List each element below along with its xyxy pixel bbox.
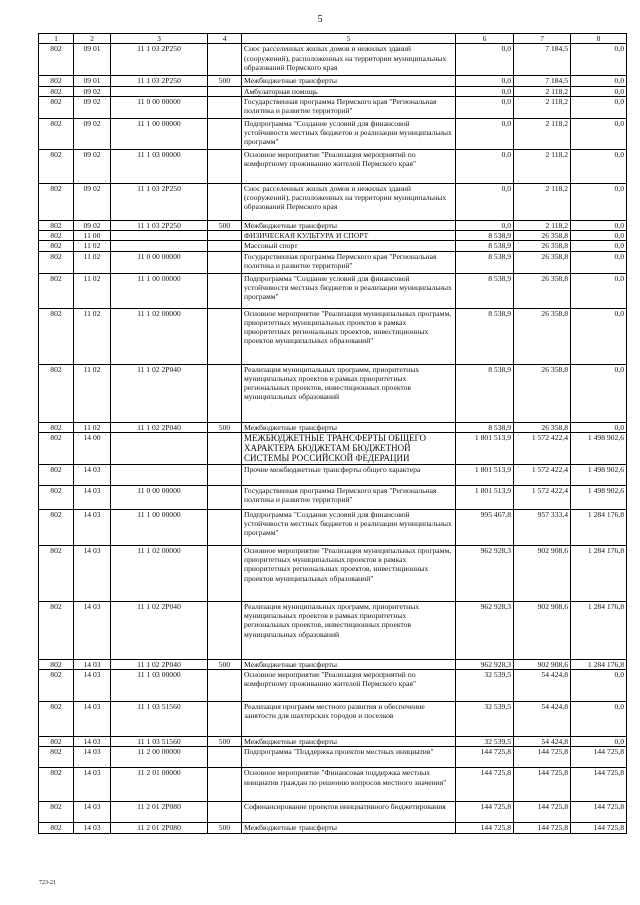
cell-amount-2: 2 118,2	[514, 183, 571, 220]
cell-amount-1: 0,0	[456, 118, 514, 149]
cell-admin-code: 802	[39, 231, 74, 241]
cell-section-code: 14 03	[74, 601, 111, 659]
table-row	[39, 86, 627, 96]
cell-expense-type	[208, 545, 242, 601]
cell-target-article: 11 2 00 00000	[111, 747, 208, 768]
cell-amount-3: 0,0	[571, 251, 627, 273]
cell-amount-3: 0,0	[571, 44, 627, 76]
cell-amount-1: 995 467,8	[456, 509, 514, 545]
cell-admin-code: 802	[39, 485, 74, 509]
cell-amount-1: 962 928,3	[456, 545, 514, 601]
cell-expense-type	[208, 768, 242, 802]
cell-amount-3: 0,0	[571, 220, 627, 230]
cell-amount-1: 8 538,9	[456, 364, 514, 422]
table-row	[39, 422, 627, 432]
cell-section-code: 14 03	[74, 509, 111, 545]
table-row	[39, 702, 627, 737]
cell-target-article: 11 1 02 2P040	[111, 601, 208, 659]
cell-name: Подпрограмма "Поддержка проектов местных инициатив"	[242, 747, 456, 768]
cell-admin-code: 802	[39, 241, 74, 251]
cell-expense-type	[208, 96, 242, 118]
cell-name: Межбюджетные трансферты	[242, 823, 456, 833]
cell-amount-1: 32 539,5	[456, 670, 514, 702]
cell-admin-code: 802	[39, 86, 74, 96]
cell-amount-3: 144 725,8	[571, 747, 627, 768]
table-row	[39, 149, 627, 183]
cell-name: Основное мероприятие "Реализация мероприятий по комфортному проживанию жителей Пермского края"	[242, 670, 456, 702]
cell-amount-1: 32 539,5	[456, 737, 514, 747]
table-row	[39, 737, 627, 747]
cell-amount-2: 957 333,4	[514, 509, 571, 545]
cell-name: Подпрограмма "Создание условий для финансовой устойчивости местных бюджетов и реализации муниципальных программ"	[242, 509, 456, 545]
cell-name: Софинансирование проектов инициативного бюджетирования	[242, 802, 456, 823]
cell-target-article: 11 1 03 2P250	[111, 183, 208, 220]
cell-section-code: 11 02	[74, 308, 111, 364]
cell-amount-2: 26 358,8	[514, 308, 571, 364]
cell-expense-type	[208, 464, 242, 485]
cell-amount-2: 902 908,6	[514, 601, 571, 659]
cell-expense-type	[208, 601, 242, 659]
cell-name: МЕЖБЮДЖЕТНЫЕ ТРАНСФЕРТЫ ОБЩЕГО ХАРАКТЕРА БЮДЖЕТАМ БЮДЖЕТНОЙ СИСТЕМЫ РОССИЙСКОЙ ФЕДЕРАЦИИ	[242, 432, 456, 464]
cell-amount-2: 26 358,8	[514, 241, 571, 251]
cell-amount-3: 1 498 902,6	[571, 432, 627, 464]
cell-amount-1: 8 538,9	[456, 231, 514, 241]
cell-amount-1: 8 538,9	[456, 273, 514, 308]
cell-section-code: 11 02	[74, 364, 111, 422]
cell-expense-type	[208, 44, 242, 76]
cell-amount-1: 144 725,8	[456, 802, 514, 823]
cell-expense-type: 500	[208, 823, 242, 833]
cell-section-code: 11 02	[74, 273, 111, 308]
cell-expense-type	[208, 251, 242, 273]
cell-name: Межбюджетные трансферты	[242, 659, 456, 669]
cell-name: ФИЗИЧЕСКАЯ КУЛЬТУРА И СПОРТ	[242, 231, 456, 241]
table-row	[39, 464, 627, 485]
col-header: 1	[39, 34, 74, 44]
col-header: 3	[111, 34, 208, 44]
col-header: 8	[571, 34, 627, 44]
table-row	[39, 251, 627, 273]
cell-amount-2: 54 424,8	[514, 702, 571, 737]
cell-admin-code: 802	[39, 76, 74, 86]
cell-amount-2: 2 118,2	[514, 96, 571, 118]
cell-amount-3: 1 284 176,8	[571, 545, 627, 601]
cell-amount-2: 2 118,2	[514, 86, 571, 96]
cell-amount-1: 0,0	[456, 86, 514, 96]
cell-admin-code: 802	[39, 118, 74, 149]
cell-target-article: 11 1 03 00000	[111, 670, 208, 702]
cell-section-code: 14 03	[74, 670, 111, 702]
table-row	[39, 241, 627, 251]
table-row	[39, 802, 627, 823]
cell-expense-type	[208, 485, 242, 509]
cell-amount-2: 144 725,8	[514, 802, 571, 823]
table-row	[39, 432, 627, 464]
cell-section-code: 09 02	[74, 183, 111, 220]
cell-amount-1: 8 538,9	[456, 251, 514, 273]
cell-amount-2: 26 358,8	[514, 251, 571, 273]
cell-amount-1: 962 928,3	[456, 659, 514, 669]
cell-section-code: 09 01	[74, 44, 111, 76]
cell-expense-type: 500	[208, 737, 242, 747]
cell-amount-2: 26 358,8	[514, 231, 571, 241]
cell-expense-type	[208, 747, 242, 768]
cell-amount-3: 0,0	[571, 183, 627, 220]
cell-name: Массовый спорт	[242, 241, 456, 251]
cell-target-article: 11 1 00 00000	[111, 509, 208, 545]
table-row	[39, 601, 627, 659]
cell-amount-1: 0,0	[456, 220, 514, 230]
table-row	[39, 670, 627, 702]
cell-admin-code: 802	[39, 422, 74, 432]
cell-amount-1: 1 801 513,9	[456, 464, 514, 485]
budget-table	[38, 33, 627, 834]
col-header: 6	[456, 34, 514, 44]
table-row	[39, 44, 627, 76]
col-header: 7	[514, 34, 571, 44]
cell-name: Государственная программа Пермского края "Региональная политика и развитие территорий"	[242, 96, 456, 118]
cell-amount-1: 8 538,9	[456, 308, 514, 364]
header-row	[39, 34, 627, 44]
col-header: 5	[242, 34, 456, 44]
cell-section-code: 14 03	[74, 659, 111, 669]
cell-section-code: 09 02	[74, 96, 111, 118]
cell-expense-type	[208, 241, 242, 251]
cell-section-code: 14 03	[74, 702, 111, 737]
cell-target-article: 11 1 02 2P040	[111, 422, 208, 432]
cell-target-article: 11 1 02 2P040	[111, 659, 208, 669]
cell-expense-type	[208, 432, 242, 464]
cell-amount-3: 0,0	[571, 86, 627, 96]
cell-amount-3: 0,0	[571, 96, 627, 118]
cell-section-code: 14 00	[74, 432, 111, 464]
cell-admin-code: 802	[39, 364, 74, 422]
cell-expense-type	[208, 86, 242, 96]
cell-expense-type: 500	[208, 659, 242, 669]
cell-amount-1: 1 801 513,9	[456, 485, 514, 509]
cell-amount-1: 0,0	[456, 76, 514, 86]
table-row	[39, 768, 627, 802]
cell-admin-code: 802	[39, 670, 74, 702]
cell-amount-2: 54 424,8	[514, 737, 571, 747]
cell-amount-2: 26 358,8	[514, 364, 571, 422]
cell-target-article: 11 1 02 2P040	[111, 364, 208, 422]
cell-section-code: 14 03	[74, 545, 111, 601]
cell-admin-code: 802	[39, 96, 74, 118]
cell-admin-code: 802	[39, 802, 74, 823]
cell-admin-code: 802	[39, 308, 74, 364]
cell-amount-2: 144 725,8	[514, 747, 571, 768]
cell-amount-3: 1 284 176,8	[571, 659, 627, 669]
cell-name: Основное мероприятие "Финансовая поддержка местных инициатив граждан по решению вопросов местного значения"	[242, 768, 456, 802]
cell-admin-code: 802	[39, 220, 74, 230]
cell-target-article: 11 1 02 00000	[111, 308, 208, 364]
cell-amount-1: 962 928,3	[456, 601, 514, 659]
table-row	[39, 231, 627, 241]
cell-section-code: 14 03	[74, 802, 111, 823]
cell-amount-2: 26 358,8	[514, 273, 571, 308]
cell-expense-type	[208, 509, 242, 545]
cell-amount-2: 1 572 422,4	[514, 432, 571, 464]
col-header: 4	[208, 34, 242, 44]
cell-expense-type	[208, 670, 242, 702]
cell-amount-3: 144 725,8	[571, 768, 627, 802]
cell-section-code: 14 03	[74, 485, 111, 509]
cell-admin-code: 802	[39, 601, 74, 659]
cell-amount-3: 1 284 176,8	[571, 601, 627, 659]
cell-amount-2: 2 118,2	[514, 220, 571, 230]
cell-admin-code: 802	[39, 509, 74, 545]
cell-section-code: 14 03	[74, 768, 111, 802]
cell-target-article: 11 0 00 00000	[111, 485, 208, 509]
table-row	[39, 509, 627, 545]
cell-amount-3: 144 725,8	[571, 823, 627, 833]
cell-admin-code: 802	[39, 273, 74, 308]
cell-target-article: 11 1 03 51560	[111, 737, 208, 747]
cell-amount-1: 32 539,5	[456, 702, 514, 737]
cell-name: Подпрограмма "Создание условий для финансовой устойчивости местных бюджетов и реализации муниципальных программ"	[242, 118, 456, 149]
cell-amount-3: 0,0	[571, 702, 627, 737]
cell-amount-3: 1 498 902,6	[571, 464, 627, 485]
cell-amount-3: 1 284 176,8	[571, 509, 627, 545]
cell-amount-3: 0,0	[571, 76, 627, 86]
cell-name: Основное мероприятие "Реализация муниципальных программ, приоритетных муниципальных проектов в рамках приоритетных региональных проектов, инвестиционных проектов муниципальных образований"	[242, 545, 456, 601]
cell-target-article: 11 1 00 00000	[111, 118, 208, 149]
cell-target-article: 11 1 03 2P250	[111, 76, 208, 86]
cell-expense-type	[208, 231, 242, 241]
col-header: 2	[74, 34, 111, 44]
cell-amount-1: 1 801 513,9	[456, 432, 514, 464]
cell-target-article	[111, 231, 208, 241]
cell-target-article: 11 0 00 00000	[111, 96, 208, 118]
cell-expense-type	[208, 364, 242, 422]
table-row	[39, 220, 627, 230]
cell-amount-2: 1 572 422,4	[514, 464, 571, 485]
cell-admin-code: 802	[39, 149, 74, 183]
cell-section-code: 09 02	[74, 118, 111, 149]
cell-admin-code: 802	[39, 545, 74, 601]
cell-name: Реализация муниципальных программ, приоритетных муниципальных проектов в рамках приоритетных региональных проектов, инвестиционных проектов муниципальных образований	[242, 601, 456, 659]
cell-amount-3: 0,0	[571, 737, 627, 747]
cell-section-code: 14 03	[74, 464, 111, 485]
table-row	[39, 308, 627, 364]
table-row	[39, 747, 627, 768]
cell-amount-1: 144 725,8	[456, 768, 514, 802]
cell-name: Межбюджетные трансферты	[242, 422, 456, 432]
cell-amount-3: 0,0	[571, 231, 627, 241]
cell-name: Подпрограмма "Создание условий для финансовой устойчивости местных бюджетов и реализации муниципальных программ"	[242, 273, 456, 308]
cell-amount-1: 144 725,8	[456, 747, 514, 768]
cell-amount-3: 0,0	[571, 670, 627, 702]
cell-amount-2: 54 424,8	[514, 670, 571, 702]
cell-name: Государственная программа Пермского края "Региональная политика и развитие территорий"	[242, 485, 456, 509]
cell-amount-2: 1 572 422,4	[514, 485, 571, 509]
cell-admin-code: 802	[39, 737, 74, 747]
cell-target-article	[111, 241, 208, 251]
cell-name: Снос расселенных жилых домов и нежилых зданий (сооружений), расположенных на территории муниципальных образований Пермского края	[242, 44, 456, 76]
cell-amount-1: 8 538,9	[456, 241, 514, 251]
cell-admin-code: 802	[39, 183, 74, 220]
table-row	[39, 659, 627, 669]
table-row	[39, 96, 627, 118]
cell-section-code: 09 02	[74, 149, 111, 183]
cell-name: Межбюджетные трансферты	[242, 76, 456, 86]
cell-target-article: 11 0 00 00000	[111, 251, 208, 273]
table-row	[39, 273, 627, 308]
cell-amount-1: 0,0	[456, 183, 514, 220]
cell-admin-code: 802	[39, 44, 74, 76]
cell-expense-type	[208, 118, 242, 149]
cell-name: Амбулаторная помощь	[242, 86, 456, 96]
cell-target-article: 11 2 01 2P080	[111, 823, 208, 833]
cell-amount-1: 0,0	[456, 96, 514, 118]
cell-amount-1: 0,0	[456, 149, 514, 183]
cell-expense-type	[208, 308, 242, 364]
cell-target-article	[111, 86, 208, 96]
cell-amount-3: 0,0	[571, 241, 627, 251]
cell-name: Основное мероприятие "Реализация муниципальных программ, приоритетных муниципальных проектов в рамках приоритетных региональных проектов, инвестиционных проектов муниципальных образований"	[242, 308, 456, 364]
cell-name: Основное мероприятие "Реализация мероприятий по комфортному проживанию жителей Пермского края"	[242, 149, 456, 183]
cell-amount-2: 7 184,5	[514, 44, 571, 76]
cell-admin-code: 802	[39, 747, 74, 768]
cell-section-code: 14 03	[74, 823, 111, 833]
cell-target-article: 11 1 00 00000	[111, 273, 208, 308]
cell-amount-2: 2 118,2	[514, 118, 571, 149]
cell-section-code: 11 02	[74, 251, 111, 273]
cell-target-article: 11 1 03 00000	[111, 149, 208, 183]
cell-amount-2: 2 118,2	[514, 149, 571, 183]
cell-admin-code: 802	[39, 659, 74, 669]
table-row	[39, 183, 627, 220]
cell-section-code: 11 02	[74, 422, 111, 432]
cell-target-article: 11 2 01 2P080	[111, 802, 208, 823]
cell-amount-3: 0,0	[571, 422, 627, 432]
cell-amount-3: 1 498 902,6	[571, 485, 627, 509]
footer-code: 723-21	[39, 880, 56, 886]
cell-target-article: 11 1 03 51560	[111, 702, 208, 737]
table-row	[39, 76, 627, 86]
cell-admin-code: 802	[39, 768, 74, 802]
cell-section-code: 09 02	[74, 220, 111, 230]
cell-section-code: 09 01	[74, 76, 111, 86]
cell-amount-3: 0,0	[571, 364, 627, 422]
cell-name: Государственная программа Пермского края "Региональная политика и развитие территорий"	[242, 251, 456, 273]
cell-amount-2: 902 908,6	[514, 659, 571, 669]
cell-amount-2: 26 358,8	[514, 422, 571, 432]
table-row	[39, 364, 627, 422]
table-row	[39, 118, 627, 149]
cell-admin-code: 802	[39, 251, 74, 273]
cell-amount-3: 0,0	[571, 149, 627, 183]
cell-name: Реализация муниципальных программ, приоритетных муниципальных проектов в рамках приоритетных региональных проектов, инвестиционных проектов муниципальных образований	[242, 364, 456, 422]
cell-expense-type	[208, 273, 242, 308]
cell-amount-1: 144 725,8	[456, 823, 514, 833]
cell-expense-type: 500	[208, 422, 242, 432]
cell-admin-code: 802	[39, 432, 74, 464]
cell-expense-type	[208, 702, 242, 737]
cell-admin-code: 802	[39, 464, 74, 485]
table-row	[39, 485, 627, 509]
cell-name: Межбюджетные трансферты	[242, 220, 456, 230]
cell-amount-2: 144 725,8	[514, 823, 571, 833]
cell-amount-1: 0,0	[456, 44, 514, 76]
cell-name: Прочие межбюджетные трансферты общего характера	[242, 464, 456, 485]
cell-section-code: 11 02	[74, 241, 111, 251]
cell-name: Межбюджетные трансферты	[242, 737, 456, 747]
cell-expense-type: 500	[208, 76, 242, 86]
cell-amount-1: 8 538,9	[456, 422, 514, 432]
cell-target-article: 11 1 03 2P250	[111, 220, 208, 230]
cell-section-code: 11 00	[74, 231, 111, 241]
cell-amount-2: 144 725,8	[514, 768, 571, 802]
page-number: 5	[317, 14, 323, 25]
table-row	[39, 545, 627, 601]
cell-admin-code: 802	[39, 702, 74, 737]
cell-target-article: 11 1 03 2P250	[111, 44, 208, 76]
cell-expense-type	[208, 183, 242, 220]
cell-name: Реализация программ местного развития и обеспечение занятости для шахтерских городов и поселков	[242, 702, 456, 737]
cell-target-article	[111, 432, 208, 464]
cell-target-article	[111, 464, 208, 485]
cell-amount-2: 7 184,5	[514, 76, 571, 86]
cell-section-code: 14 03	[74, 747, 111, 768]
cell-expense-type: 500	[208, 220, 242, 230]
cell-section-code: 09 02	[74, 86, 111, 96]
cell-amount-3: 0,0	[571, 273, 627, 308]
cell-section-code: 14 03	[74, 737, 111, 747]
cell-expense-type	[208, 802, 242, 823]
cell-target-article: 11 2 01 00000	[111, 768, 208, 802]
cell-amount-3: 144 725,8	[571, 802, 627, 823]
cell-expense-type	[208, 149, 242, 183]
table-row	[39, 823, 627, 833]
cell-name: Снос расселенных жилых домов и нежилых зданий (сооружений), расположенных на территории муниципальных образований Пермского края	[242, 183, 456, 220]
cell-amount-3: 0,0	[571, 118, 627, 149]
cell-amount-2: 902 908,6	[514, 545, 571, 601]
cell-admin-code: 802	[39, 823, 74, 833]
cell-amount-3: 0,0	[571, 308, 627, 364]
cell-target-article: 11 1 02 00000	[111, 545, 208, 601]
